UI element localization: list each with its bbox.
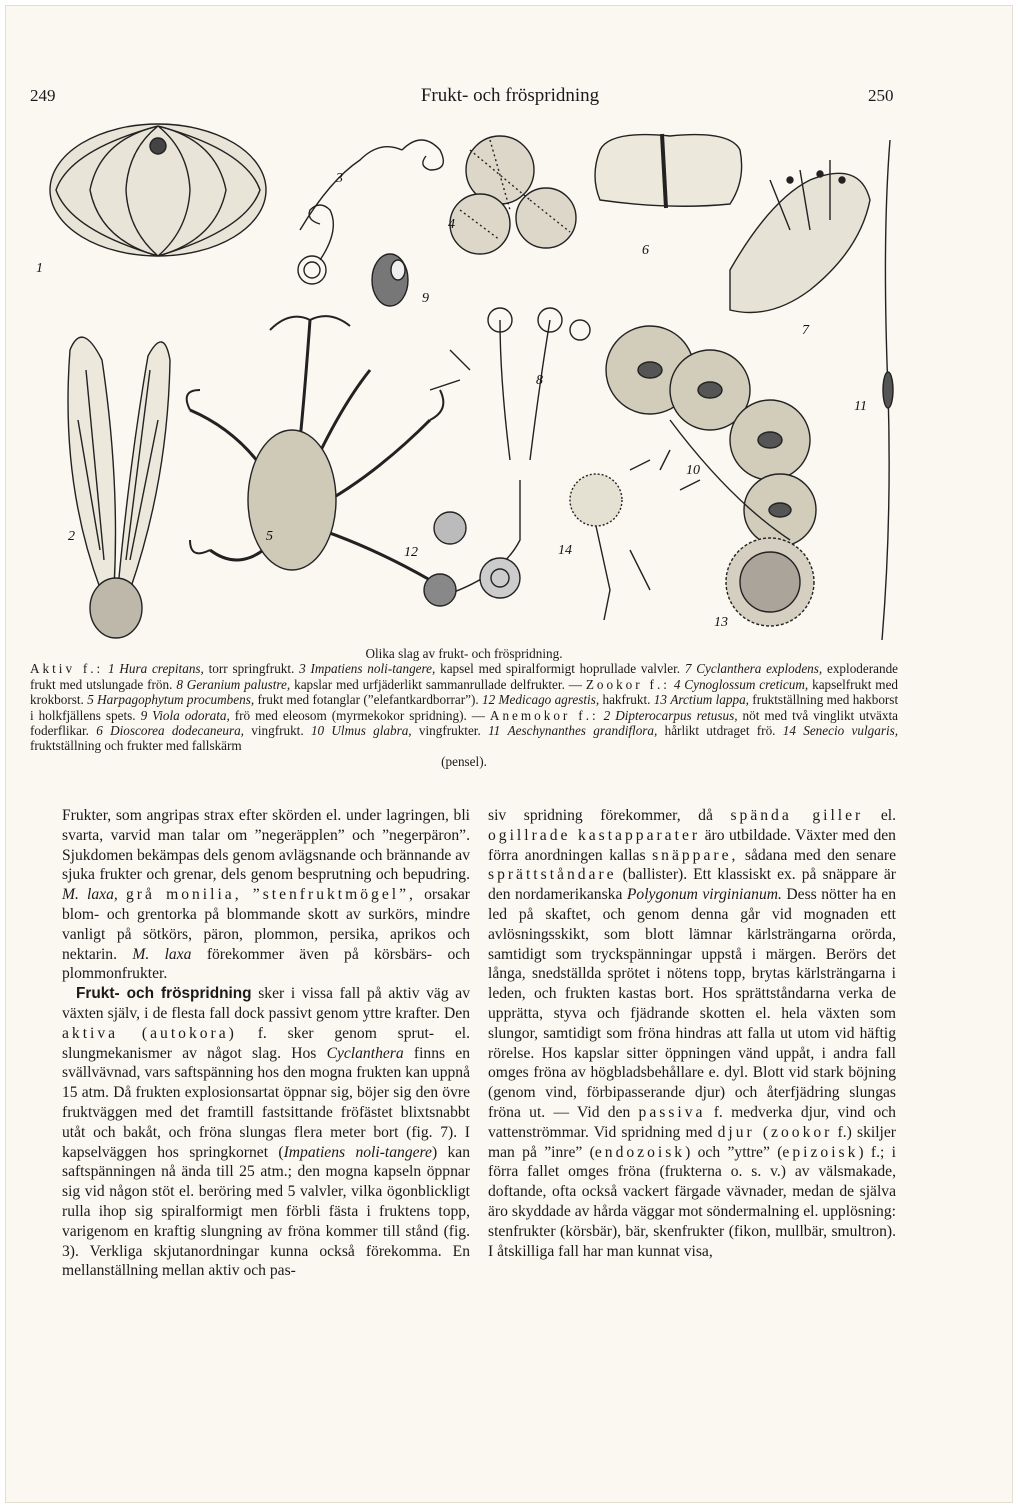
- figure-label-2: 2: [68, 529, 75, 544]
- fruit-6-dioscorea: [595, 134, 742, 208]
- figure-label-14: 14: [558, 543, 572, 558]
- fruit-10-ulmus: [606, 326, 816, 546]
- figure-label-11: 11: [854, 399, 867, 414]
- right-taxon-j: Polygonum virginianum.: [626, 886, 782, 904]
- right-spaced-r: epizoisk: [782, 1143, 859, 1161]
- figure-caption: [30, 646, 898, 769]
- caption-desc-7: exploderande frukt med utslungade frön.: [30, 661, 899, 692]
- caption-zookor-label: Zookor f.:: [585, 676, 670, 692]
- caption-anemokor-label: Anemokor f.:: [489, 707, 599, 723]
- caption-taxon-10: Ulmus glabra,: [331, 723, 412, 739]
- caption-taxon-9: Viola odorata,: [152, 707, 230, 723]
- fruit-13-arctium: [726, 538, 814, 626]
- right-spaced-h: sprättståndare: [488, 866, 617, 884]
- right-text-i: (ballister). Ett klassiskt ex. på snäppare är den nordamerikanska: [488, 866, 896, 904]
- caption-taxon-12: Medicago agrestis,: [498, 692, 600, 708]
- figure-label-5: 5: [266, 529, 273, 544]
- caption-desc-12: hakfrukt.: [602, 692, 651, 708]
- left-taxon-1: M. laxa,: [62, 886, 118, 904]
- figure-label-10: 10: [686, 463, 700, 478]
- caption-desc-3: kapsel med spiralformigt hoprullade valvler.: [440, 661, 681, 677]
- right-text-c: el.: [880, 807, 896, 824]
- caption-taxon-7: Cyclanthera explodens,: [696, 661, 823, 677]
- figure-label-3: 3: [336, 171, 343, 186]
- caption-num-12: 12: [482, 692, 496, 708]
- page-number-left: 249: [30, 86, 56, 105]
- running-title: Frukt- och fröspridning: [420, 85, 600, 106]
- fruit-4-cynoglossum: [450, 136, 576, 254]
- left-taxon-2: M. laxa: [132, 945, 192, 963]
- caption-num-6: 6: [96, 723, 103, 739]
- caption-taxon-6: Dioscorea dodecaneura,: [110, 723, 244, 739]
- fruit-9-viola: [372, 254, 408, 306]
- caption-desc-2: nöt med två vinglikt utväxta foderflikar.: [30, 707, 898, 739]
- left-spaced-1: grå monilia, ”stenfruktmögel”,: [125, 886, 416, 904]
- caption-num-1: 1: [107, 661, 115, 677]
- caption-num-11: 11: [488, 723, 501, 739]
- caption-num-7: 7: [684, 661, 692, 677]
- left-text-3: förekommer även på körsbärs- och plommonfrukter.: [62, 945, 470, 983]
- caption-num-3: 3: [299, 661, 306, 677]
- caption-taxon-2: Dipterocarpus retusus,: [615, 707, 738, 723]
- caption-num-10: 10: [310, 723, 325, 739]
- fruit-7-cyclanthera: [730, 160, 870, 313]
- caption-desc-1: torr springfrukt.: [208, 661, 295, 677]
- right-spaced-f: snäppare,: [652, 846, 739, 864]
- left-taxon-4: Impatiens noli-tangere: [283, 1143, 432, 1161]
- left-text-2: orsakar blom- och grentorka på blommande skott av surkörs, mindre vanligt på sötkörs, päron, plommon, persika, aprikos och nektarin.: [62, 886, 470, 963]
- fruit-12-medicago: [424, 512, 520, 606]
- fruit-11-aeschynanthes: [882, 140, 893, 640]
- right-text-s: ) f.; i förra fallet omges fröna (frukterna o. s. v.) av välsmakade, doftande, ofta också vackert färgade vävnader, medan de själva äro skyddade av hårda väggar mot söndermalning el. upplösning: stenfrukter (körsbär), bär, skenfrukter (fikon, mullbär, smultron). I åtskilliga fall har man kunnat visa,: [488, 1143, 897, 1260]
- right-text-m: f. medverka djur, vind och vattenströmmar. Vid spridning med: [488, 1103, 896, 1141]
- fruit-1-hura: [50, 124, 266, 256]
- entry-headword: Frukt- och fröspridning: [76, 985, 252, 1003]
- text-column-right: [488, 806, 896, 1261]
- right-text-e: äro utbildade. Växter med den förra anordningen kallas: [488, 826, 896, 864]
- fruit-5-harpagophytum: [187, 316, 444, 580]
- fruit-2-dipterocarpus: [68, 337, 170, 638]
- caption-desc-9: frö med eleosom (myrmekokor spridning). —: [234, 707, 485, 723]
- caption-num-2: 2: [603, 707, 611, 723]
- caption-taxon-8: Geranium palustre,: [186, 676, 291, 692]
- left-text-5: f. sker genom sprut- el. slungmekanismer av något slag. Hos: [62, 1024, 470, 1062]
- caption-taxon-3: Impatiens noli-tangere,: [310, 661, 436, 677]
- figure-label-7: 7: [802, 323, 809, 338]
- caption-end: (pensel).: [441, 753, 487, 769]
- caption-desc-13: fruktställning med hakborst i holkfjällens spets.: [30, 692, 899, 723]
- paragraph-continued: [488, 806, 896, 1261]
- paragraph-negerapplen: [62, 806, 470, 984]
- left-text-7: ) kan saftspänningen nå ända till 25 atm.; den mogna kapseln öppnar sig vid någon stöt el. beröring med 5 valvler, vilka ögonblickligt rulla ihop sig spiralformigt men förbli fästa i fruktens topp, varigenom en kraftig slungning av fröna kommer till stånd (fig. 3). Verkliga skjutanordningar kunna också förekomma. En mellanställning mellan aktiv och pas-: [62, 1143, 471, 1280]
- right-text-a: siv spridning förekommer, då: [488, 807, 713, 824]
- page-number-right: 250: [868, 86, 894, 105]
- caption-aktiv-label: Aktiv f.:: [30, 661, 104, 677]
- figure-label-12: 12: [404, 545, 418, 560]
- right-text-q: ) och ”yttre” (: [685, 1143, 783, 1161]
- caption-num-13: 13: [653, 692, 667, 708]
- caption-taxon-14: Senecio vulgaris,: [803, 723, 899, 739]
- caption-num-4: 4: [673, 676, 681, 692]
- caption-num-14: 14: [782, 723, 796, 739]
- left-text-6: finns en svällvävnad, vars saftspänning hos den mogna frukten kan uppnå 15 atm. Då frukten explosionsartat öppnar sig, böjer sig den övre fruktväggen med det framtill fastsittande fröfästet blixtsnabbt utåt och bakåt, och fröna slungas flera meter bort (fig. 7). I kapselväggen hos springkornet (: [62, 1044, 470, 1161]
- text-column-left: [62, 806, 470, 1281]
- caption-desc-6: vingfrukt.: [251, 723, 304, 739]
- left-taxon-3: Cyclanthera: [326, 1044, 404, 1062]
- figure-label-6: 6: [642, 243, 649, 258]
- right-spaced-d: ogillrade kastapparater: [488, 826, 701, 844]
- fruit-14-senecio: [570, 450, 700, 620]
- figure-label-4: 4: [448, 217, 455, 232]
- paragraph-fruktspridning: [62, 984, 470, 1281]
- caption-taxon-11: Aeschynanthes grandiflora,: [507, 723, 658, 739]
- caption-desc-14: fruktställning och frukter med fallskärm: [30, 738, 242, 754]
- caption-desc-10: vingfrukter.: [418, 723, 481, 739]
- left-text-1: Frukter, som angripas strax efter skörden el. under lagringen, bli svarta, varvid man talar om ”negeräpplen” och ”negerpäron”. Sjukdomen bekämpas dels genom avlägsnande och brännande av sjuka frukter och grenar, dels genom besprutning och bepudring.: [62, 807, 470, 884]
- left-text-4: sker i vissa fall på aktiv väg av växten själv, i de flesta fall dock passivt genom yttre krafter. Den: [62, 985, 470, 1022]
- caption-desc-4: kapselfrukt med krokborst.: [30, 676, 899, 708]
- caption-taxon-13: Arctium lappa,: [670, 692, 749, 708]
- right-text-o: f.) skiljer man på ”inre” (: [488, 1123, 896, 1161]
- caption-desc-5: frukt med fotanglar (”elefantkardborrar”).: [257, 692, 479, 708]
- caption-num-8: 8: [176, 676, 183, 692]
- page-header: [0, 86, 1020, 116]
- caption-num-5: 5: [87, 692, 94, 708]
- fruit-3-impatiens: [298, 140, 443, 284]
- caption-taxon-4: Cynoglossum creticum,: [684, 676, 809, 692]
- caption-title: Olika slag av frukt- och fröspridning.: [365, 646, 563, 661]
- figure-label-8: 8: [536, 373, 543, 388]
- left-spaced-2: aktiva (autokora): [62, 1024, 237, 1042]
- right-spaced-b: spända giller: [730, 807, 864, 824]
- caption-num-9: 9: [140, 707, 148, 723]
- caption-desc-8: kapslar med urfjäderlikt sammanrullade delfrukter. —: [294, 676, 582, 692]
- right-spaced-n: djur (zookor: [717, 1123, 833, 1141]
- right-text-g: sådana med den senare: [744, 846, 896, 864]
- botanical-illustration: [30, 120, 910, 652]
- right-spaced-l: passiva: [638, 1103, 706, 1121]
- right-text-k: Dess nötter ha en led på skaftet, och genom denna går vid mognaden ett avlösningsskikt, som blott lämnar kärlsträngarna orörda, samtidigt som tryckspänningar uppstå i märgen. Berörs det långa, snedställda sprötet i nötens topp, brytas kärlsträngarna i leden, och frukten kastas bort. Hos sprättståndarna verka de upprätta, styva och fjädrande skotten el. hela växten som slungor, samtidigt som fröna hindras att falla ut utom vid häftig rörelse. Hos kapslar sitter öppningen vänd uppåt, i andra fall omges fröna av högbladsbehållare e. dyl. Blott vid stark böjning (genom vind, förbipasserande djur) och återfjädring slungas fröna ut. — Vid den: [488, 886, 896, 1121]
- figure-label-1: 1: [36, 261, 43, 276]
- figure-label-13: 13: [714, 615, 728, 630]
- caption-taxon-5: Harpagophytum procumbens,: [97, 692, 255, 708]
- caption-desc-11: hårlikt utdraget frö.: [664, 723, 776, 739]
- caption-taxon-1: Hura crepitans,: [119, 661, 204, 677]
- figure-label-9: 9: [422, 291, 429, 306]
- right-spaced-p: endozoisk: [594, 1143, 686, 1161]
